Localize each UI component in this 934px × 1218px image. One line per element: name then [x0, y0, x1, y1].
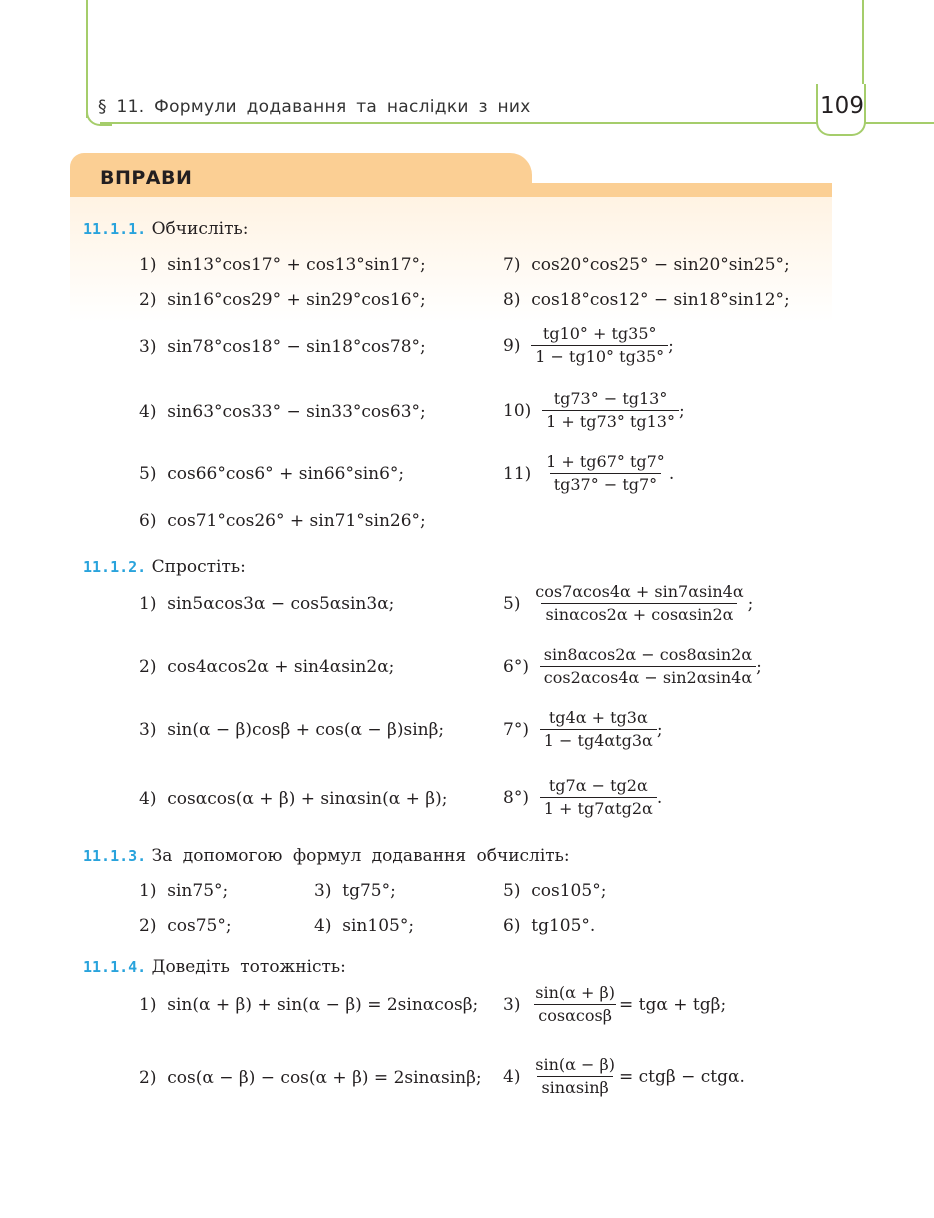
- list-item: 7) cos20°cos25° − sin20°sin25°;: [503, 255, 790, 275]
- fraction: $\frac{\sin 8\alpha\cos 2\alpha - \cos 8\alpha\sin 2\alpha}{\cos 2\alpha\cos 4\alpha - \sin 2\alpha\sin 4\alpha}$: [540, 645, 756, 688]
- fraction: $\frac{tg7\alpha - tg2\alpha}{\text{1 + tg7αtg2α}}$: [540, 776, 657, 819]
- list-item: 2) cos(α − β) − cos(α + β) = 2sinαsinβ;: [139, 1068, 482, 1088]
- exercise-prompt: Спростіть:: [151, 557, 246, 577]
- list-item: 3) $\frac{\sin(\alpha + \beta)}{\cos\alpha\cos\beta}$ = tgα + tgβ;: [503, 983, 727, 1025]
- list-item: 4) sin105°;: [314, 916, 415, 936]
- list-item: 1) sin(α + β) + sin(α − β) = 2sinαcosβ;: [139, 995, 479, 1015]
- list-item: 4) cosαcos(α + β) + sinαsin(α + β);: [139, 789, 448, 809]
- list-item: 5) cos105°;: [503, 881, 607, 901]
- fraction: $\frac{tg73^\circ - tg13^\circ}{1 + tg73^\circ tg13^\circ}$: [542, 389, 679, 432]
- list-item: 2) sin16°cos29° + sin29°cos16°;: [139, 290, 426, 310]
- list-item: 10) $\frac{tg73^\circ - tg13^\circ}{1 + tg73^\circ tg13^\circ}$ ;: [503, 389, 685, 431]
- fraction: $\frac{tg4\alpha + tg3\alpha}{\text{1 − tg4αtg3α}}$: [540, 708, 657, 751]
- list-item: 1) sin75°;: [139, 881, 229, 901]
- exercise-number: 11.1.1.: [83, 220, 147, 238]
- list-item: 3) sin(α − β)cosβ + cos(α − β)sinβ;: [139, 720, 445, 740]
- exercise-prompt: Обчисліть:: [151, 219, 249, 239]
- list-item: 8°) $\frac{tg7\alpha - tg2\alpha}{\text{1 + tg7αtg2α}}$ .: [503, 776, 663, 818]
- list-item: 6) cos71°cos26° + sin71°sin26°;: [139, 511, 426, 531]
- list-item: 8) cos18°cos12° − sin18°sin12°;: [503, 290, 790, 310]
- fraction: $\frac{\sin(\alpha - \beta)}{\sin\alpha\sin\beta}$: [535, 1055, 616, 1097]
- exercises-banner: [70, 153, 832, 197]
- list-item: 5) cos66°cos6° + sin66°sin6°;: [139, 464, 405, 484]
- list-item: 2) cos4αcos2α + sin4αsin2α;: [139, 657, 395, 677]
- frame-line-right-ext: [862, 122, 934, 124]
- exercise-prompt: Доведіть тотожність:: [151, 957, 346, 977]
- fraction: $\frac{\sin(\alpha + \beta)}{\cos\alpha\cos\beta}$: [535, 983, 616, 1025]
- fraction: $\frac{\cos 7\alpha\cos 4\alpha + \sin 7\alpha\sin 4\alpha}{\sin\alpha\cos 2\alpha + \cos\alpha\sin 2\alpha}$: [535, 582, 744, 624]
- exercise-header: [83, 219, 249, 239]
- list-item: 6°) $\frac{\sin 8\alpha\cos 2\alpha - \cos 8\alpha\sin 2\alpha}{\cos 2\alpha\cos 4\alpha - \sin 2\alpha\sin 4\alpha}$ ;: [503, 645, 762, 687]
- exercise-header: [83, 557, 246, 577]
- list-item: 2) cos75°;: [139, 916, 232, 936]
- frame-line-bottom: [100, 122, 818, 124]
- running-head: § 11. Формули додавання та наслідки з них: [98, 97, 531, 117]
- list-item: 4) $\frac{\sin(\alpha - \beta)}{\sin\alpha\sin\beta}$ = ctgβ − ctgα.: [503, 1055, 745, 1097]
- list-item: 6) tg105°.: [503, 916, 596, 936]
- list-item: 3) tg75°;: [314, 881, 396, 901]
- list-item: 11) $\frac{1 + tg67^\circ tg7^\circ}{tg37^\circ - tg7^\circ}$ .: [503, 452, 675, 494]
- page-number: 109: [820, 93, 864, 119]
- list-item: 1) sin5αcos3α − cos5αsin3α;: [139, 594, 395, 614]
- fraction: $\frac{tg10^\circ + tg35^\circ}{1 - tg10^\circ tg35^\circ}$: [531, 324, 668, 367]
- exercise-number: 11.1.3.: [83, 847, 147, 865]
- list-item: 9) $\frac{tg10^\circ + tg35^\circ}{1 - tg10^\circ tg35^\circ}$ ;: [503, 324, 674, 366]
- banner-title: ВПРАВИ: [100, 167, 193, 189]
- list-item: 4) sin63°cos33° − sin33°cos63°;: [139, 402, 426, 422]
- list-item: 3) sin78°cos18° − sin18°cos78°;: [139, 337, 426, 357]
- list-item: 5) $\frac{\cos 7\alpha\cos 4\alpha + \sin 7\alpha\sin 4\alpha}{\sin\alpha\cos 2\alpha + \cos\alpha\sin 2\alpha}$ ;: [503, 582, 754, 624]
- exercise-header: [83, 846, 570, 866]
- exercise-prompt: За допомогою формул додавання обчисліть:: [151, 846, 570, 866]
- exercise-number: 11.1.2.: [83, 558, 147, 576]
- list-item: 1) sin13°cos17° + cos13°sin17°;: [139, 255, 426, 275]
- list-item: 7°) $\frac{tg4\alpha + tg3\alpha}{\text{1 − tg4αtg3α}}$ ;: [503, 708, 663, 750]
- fraction: $\frac{1 + tg67^\circ tg7^\circ}{tg37^\circ - tg7^\circ}$: [546, 452, 665, 494]
- exercise-number: 11.1.4.: [83, 958, 147, 976]
- exercise-header: [83, 957, 346, 977]
